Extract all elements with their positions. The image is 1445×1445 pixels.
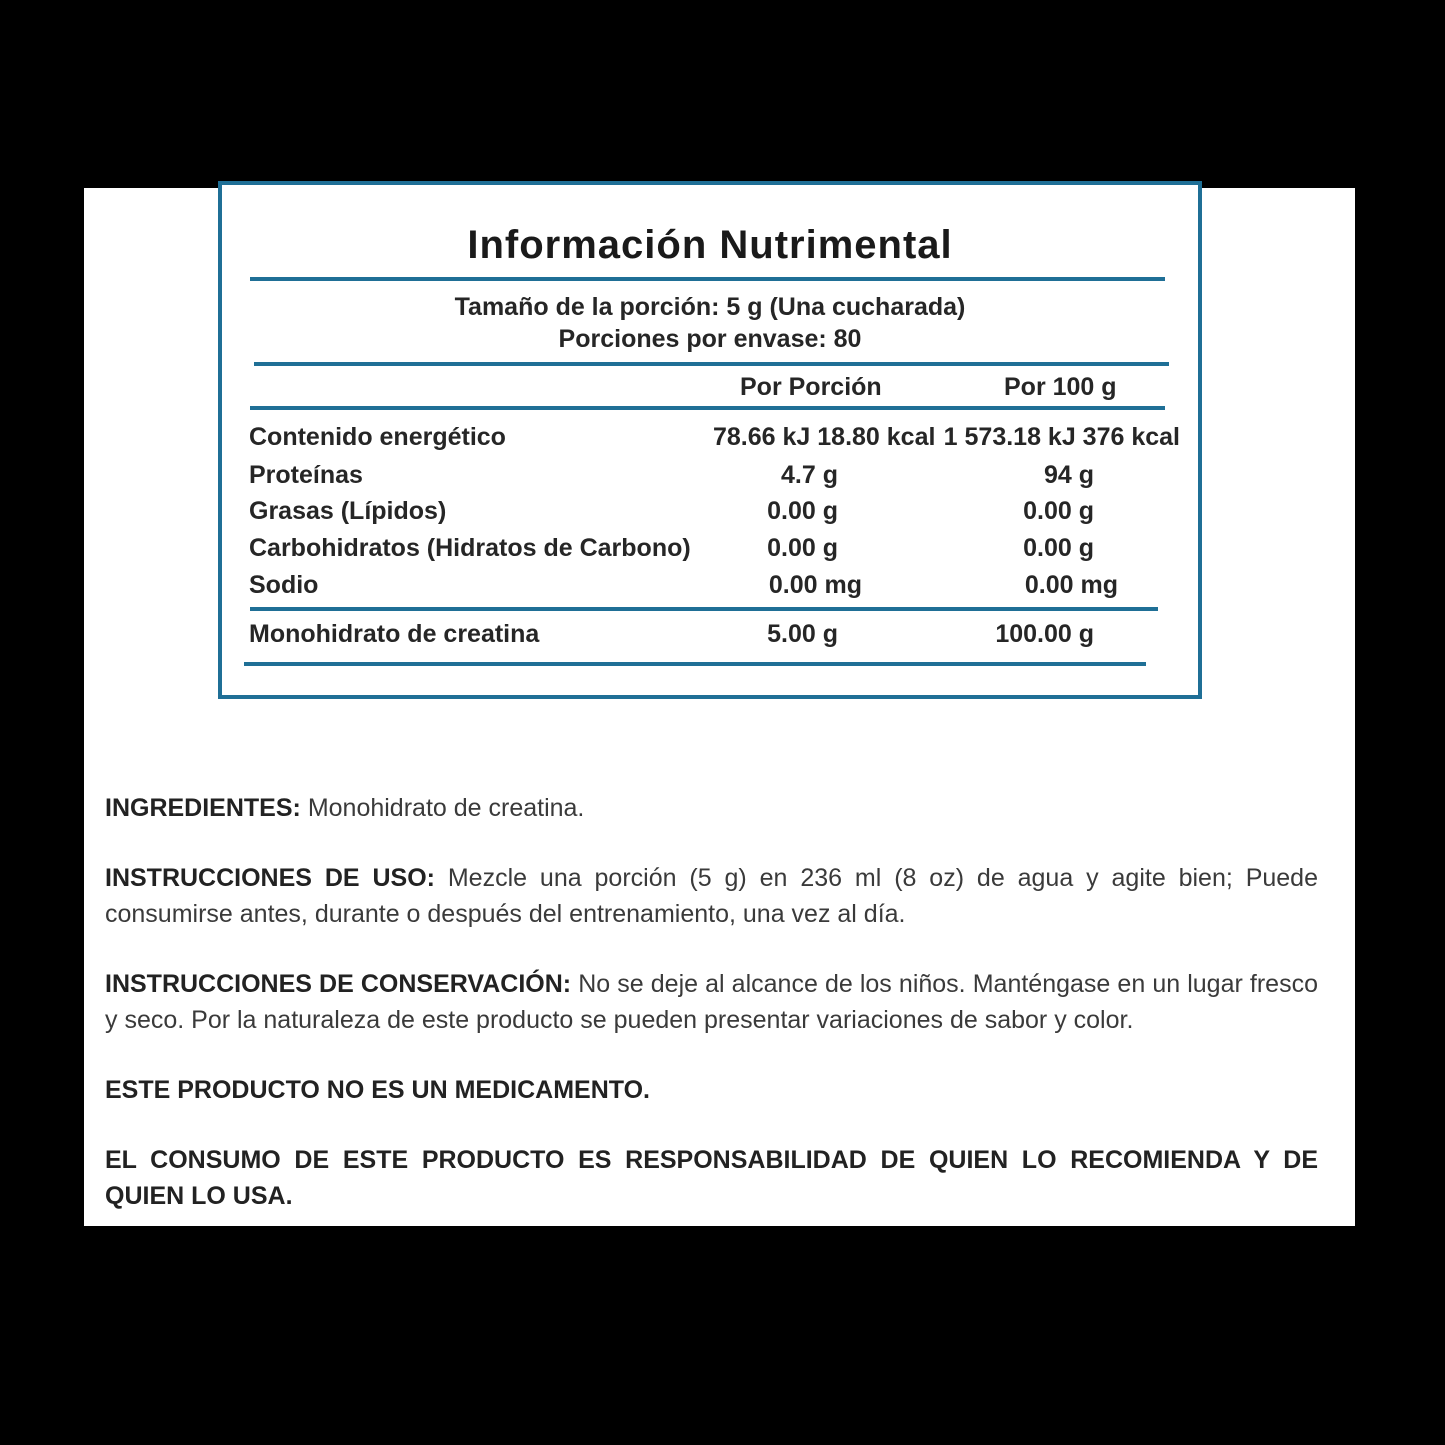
row-energy-label: Contenido energético (249, 423, 506, 451)
row-protein-per-100g: 94 g (1043, 461, 1094, 489)
serving-size: Tamaño de la porción: 5 g (Una cucharada) (454, 293, 966, 321)
nutrition-title: Información Nutrimental (467, 223, 953, 267)
storage-section (105, 966, 1318, 1038)
usage-section (105, 860, 1318, 932)
row-energy-per-100g: 1 573.18 kJ 376 kcal (943, 423, 1180, 451)
row-carbs-per-serving: 0.00 g (767, 534, 838, 562)
ingredients-section (105, 790, 1318, 826)
row-creatine-per-serving: 5.00 g (767, 620, 838, 648)
usage-heading: INSTRUCCIONES DE USO: (105, 864, 435, 892)
divider-bottom (244, 662, 1146, 666)
servings-per-container: Porciones por envase: 80 (558, 325, 862, 353)
row-sodium-per-serving: 0.00 mg (768, 571, 862, 599)
row-sodium-label: Sodio (249, 571, 319, 599)
usage-text: Mezcle una porción (5 g) en 236 ml (8 oz) de agua y agite bien; Puede consumirse antes, durante o después del entrenamiento, una vez al día. (105, 864, 1318, 928)
nutrition-facts-panel (218, 181, 1202, 699)
row-carbs-label: Carbohidratos (Hidratos de Carbono) (249, 534, 691, 562)
divider-creatine (250, 607, 1158, 611)
responsibility-notice: EL CONSUMO DE ESTE PRODUCTO ES RESPONSABILIDAD DE QUIEN LO RECOMIENDA Y DE QUIEN LO USA. (105, 1146, 1318, 1210)
column-header-per-serving: Por Porción (740, 373, 882, 401)
row-protein-label: Proteínas (249, 461, 363, 489)
row-carbs-per-100g: 0.00 g (1023, 534, 1094, 562)
row-fat-per-100g: 0.00 g (1023, 497, 1094, 525)
row-fat-per-serving: 0.00 g (767, 497, 838, 525)
column-header-per-100g: Por 100 g (1004, 373, 1117, 401)
row-fat-label: Grasas (Lípidos) (249, 497, 447, 525)
row-creatine-per-100g: 100.00 g (995, 620, 1094, 648)
divider-header (250, 406, 1165, 410)
row-creatine-label: Monohidrato de creatina (249, 620, 540, 648)
row-energy-per-serving: 78.66 kJ 18.80 kcal (713, 423, 936, 451)
divider-serving (254, 362, 1169, 366)
not-medicine-notice: ESTE PRODUCTO NO ES UN MEDICAMENTO. (105, 1076, 650, 1104)
serving-info (222, 291, 1198, 355)
ingredients-text: Monohidrato de creatina. (307, 794, 585, 822)
divider-top (250, 277, 1165, 281)
row-sodium-per-100g: 0.00 mg (1024, 571, 1118, 599)
storage-heading: INSTRUCCIONES DE CONSERVACIÓN: (105, 970, 572, 998)
ingredients-heading: INGREDIENTES: (105, 794, 301, 822)
row-protein-per-serving: 4.7 g (781, 461, 838, 489)
storage-text: No se deje al alcance de los niños. Manténgase en un lugar fresco y seco. Por la naturaleza de este producto se pueden presentar variaciones de sabor y color. (105, 970, 1318, 1034)
label-text (105, 790, 1318, 1248)
